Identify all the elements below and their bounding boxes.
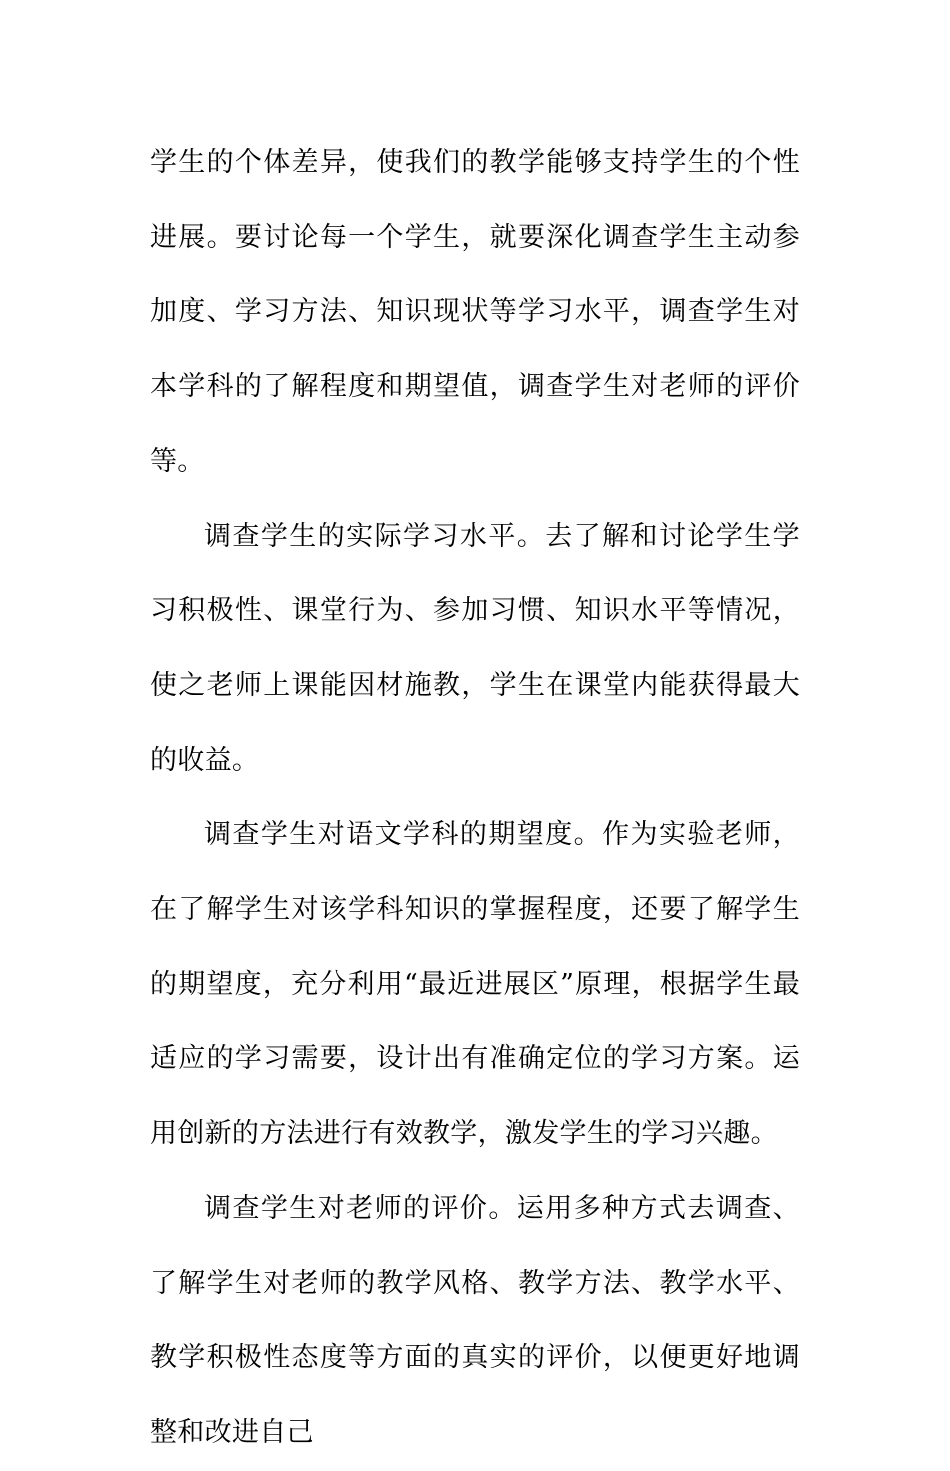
paragraph-4: 调查学生对老师的评价。运用多种方式去调查、了解学生对老师的教学风格、教学方法、教学水平、教学积极性态度等方面的真实的评价，以便更好地调整和改进自己 [150, 1192, 800, 1448]
paragraph-1: 学生的个体差异，使我们的教学能够支持学生的个性进展。要讨论每一个学生，就要深化调查学生主动参加度、学习方法、知识现状等学习水平，调查学生对本学科的了解程度和期望值，调查学生对老师的评价等。 [150, 147, 800, 477]
paragraph-3: 调查学生对语文学科的期望度。作为实验老师，在了解学生对该学科知识的掌握程度，还要了解学生的期望度，充分利用“最近进展区”原理，根据学生最适应的学习需要，设计出有准确定位的学习方案。运用创新的方法进行有效教学，激发学生的学习兴趣。 [150, 819, 800, 1150]
document-body [150, 126, 800, 1471]
paragraph-2: 调查学生的实际学习水平。去了解和讨论学生学习积极性、课堂行为、参加习惯、知识水平等情况，使之老师上课能因材施教，学生在课堂内能获得最大的收益。 [150, 520, 800, 776]
